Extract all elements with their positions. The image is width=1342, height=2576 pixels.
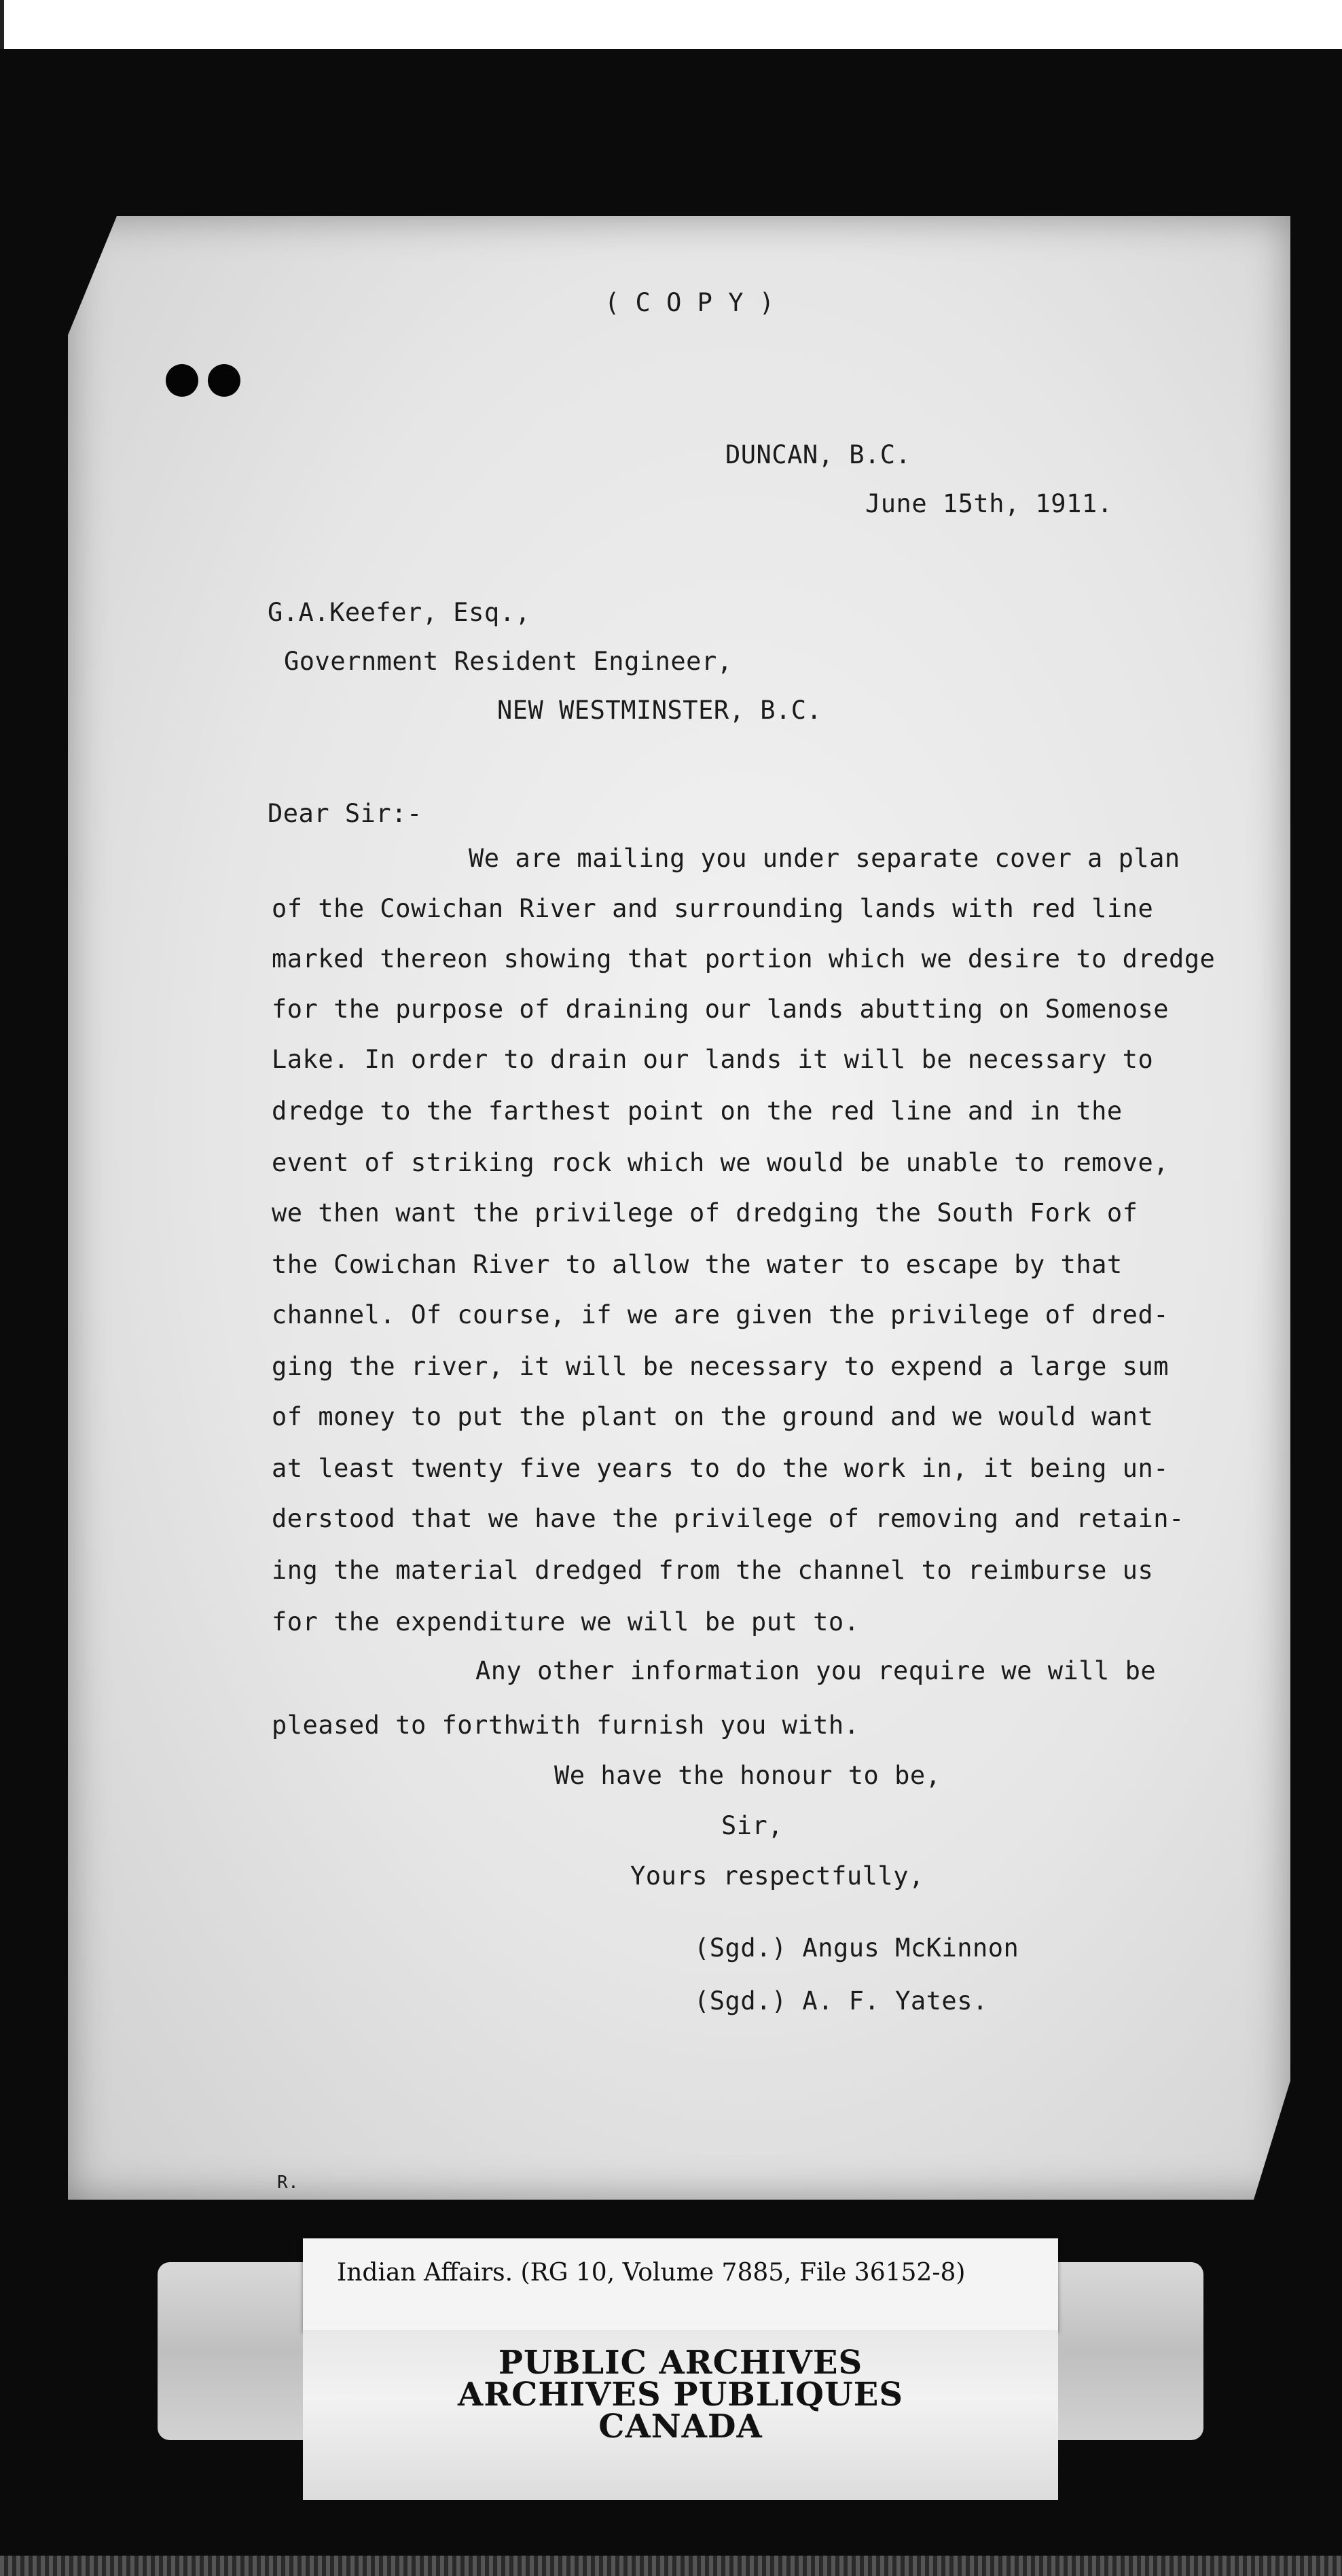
punch-hole-left bbox=[166, 364, 198, 397]
body-line: Lake. In order to drain our lands it will be necessary to bbox=[272, 1045, 1154, 1074]
body-line: ing the material dredged from the channel to reimburse us bbox=[272, 1556, 1154, 1585]
letter-date: June 15th, 1911. bbox=[865, 489, 1113, 518]
top-strip-edge bbox=[0, 0, 4, 49]
body-line: marked thereon showing that portion which we desire to dredge bbox=[272, 944, 1216, 973]
letter-place: DUNCAN, B.C. bbox=[725, 440, 911, 469]
copy-mark: ( C O P Y ) bbox=[604, 288, 775, 317]
stamp-archives-publiques: ARCHIVES PUBLIQUES bbox=[458, 2376, 903, 2414]
signature-yates: (Sgd.) A. F. Yates. bbox=[694, 1986, 988, 2016]
closing-line: We have the honour to be, bbox=[554, 1761, 941, 1790]
body-line: pleased to forthwith furnish you with. bbox=[272, 1711, 860, 1740]
archive-reference: Indian Affairs. (RG 10, Volume 7885, File 36152-8) bbox=[337, 2259, 966, 2287]
body-line: of the Cowichan River and surrounding lands with red line bbox=[272, 894, 1154, 923]
body-line: for the purpose of draining our lands abutting on Somenose bbox=[272, 995, 1169, 1024]
body-line: We are mailing you under separate cover a plan bbox=[469, 844, 1180, 873]
punch-hole-right bbox=[208, 364, 240, 397]
body-line: we then want the privilege of dredging the South Fork of bbox=[272, 1198, 1138, 1228]
body-line: event of striking rock which we would be unable to remove, bbox=[272, 1148, 1169, 1177]
addressee-title: Government Resident Engineer, bbox=[284, 647, 733, 676]
closing-respectfully: Yours respectfully, bbox=[630, 1861, 924, 1891]
stamp-public-archives: PUBLIC ARCHIVES bbox=[498, 2344, 863, 2382]
body-line: dredge to the farthest point on the red line and in the bbox=[272, 1096, 1123, 1126]
salutation: Dear Sir:- bbox=[268, 799, 422, 828]
top-white-strip bbox=[0, 0, 1342, 49]
signature-mckinnon: (Sgd.) Angus McKinnon bbox=[694, 1933, 1019, 1963]
addressee-city: NEW WESTMINSTER, B.C. bbox=[497, 696, 822, 725]
closing-sir: Sir, bbox=[721, 1811, 784, 1840]
body-line: channel. Of course, if we are given the privilege of dred- bbox=[272, 1300, 1169, 1329]
film-bottom-edge bbox=[0, 2556, 1342, 2576]
body-line: ging the river, it will be necessary to expend a large sum bbox=[272, 1352, 1169, 1381]
body-line: of money to put the plant on the ground and we would want bbox=[272, 1402, 1154, 1431]
stamp-canada: CANADA bbox=[598, 2408, 763, 2446]
body-line: derstood that we have the privilege of removing and retain- bbox=[272, 1504, 1184, 1533]
body-line: for the expenditure we will be put to. bbox=[272, 1607, 860, 1636]
corner-mark: R. bbox=[277, 2172, 300, 2193]
body-line: Any other information you require we will be bbox=[475, 1656, 1157, 1685]
addressee-name: G.A.Keefer, Esq., bbox=[268, 598, 531, 627]
body-line: at least twenty five years to do the work in, it being un- bbox=[272, 1454, 1169, 1483]
body-line: the Cowichan River to allow the water to escape by that bbox=[272, 1250, 1123, 1279]
